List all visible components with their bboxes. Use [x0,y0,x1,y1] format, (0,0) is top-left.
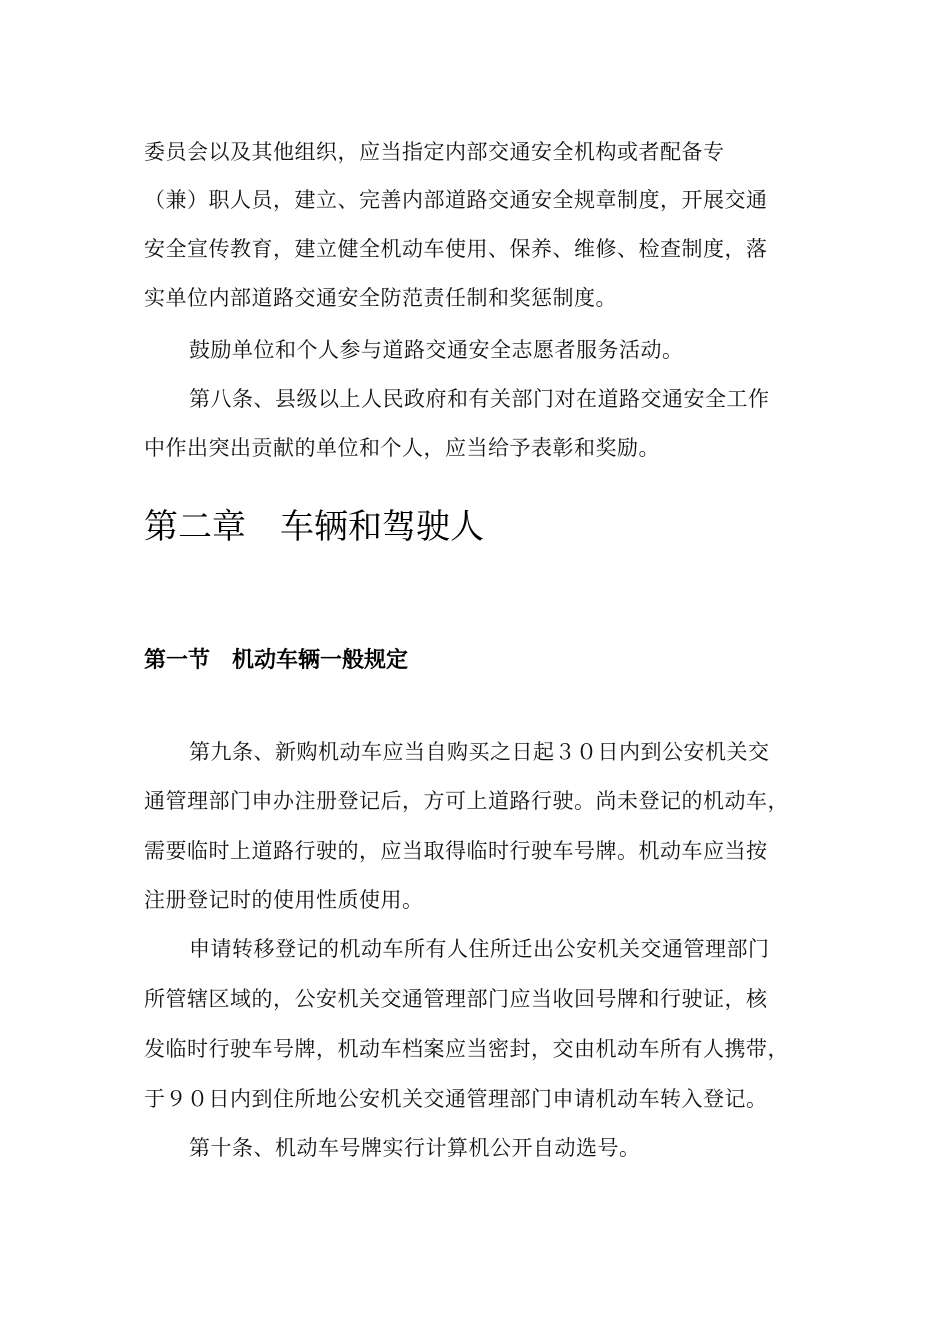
paragraph-line: 委员会以及其他组织，应当指定内部交通安全机构或者配备专 [144,140,725,164]
article-9-line: 通管理部门申办注册登记后，方可上道路行驶。尚未登记的机动车， [144,789,789,813]
article-9-line: 需要临时上道路行驶的，应当取得临时行驶车号牌。机动车应当按 [144,839,768,863]
article-9-line: 注册登记时的使用性质使用。 [144,888,424,912]
article-8-line: 第八条、县级以上人民政府和有关部门对在道路交通安全工作 [189,387,770,411]
transfer-paragraph-line: 申请转移登记的机动车所有人住所迁出公安机关交通管理部门 [189,937,770,961]
transfer-paragraph-line: 所管辖区域的，公安机关交通管理部门应当收回号牌和行驶证，核 [144,987,768,1011]
paragraph-line: 实单位内部道路交通安全防范责任制和奖惩制度。 [144,286,617,310]
paragraph-encourage: 鼓励单位和个人参与道路交通安全志愿者服务活动。 [189,338,684,362]
chapter-title: 第二章 车辆和驾驶人 [144,507,484,547]
article-9-line: 第九条、新购机动车应当自购买之日起３０日内到公安机关交 [189,740,770,764]
article-10: 第十条、机动车号牌实行计算机公开自动选号。 [189,1136,641,1160]
article-8-line: 中作出突出贡献的单位和个人，应当给予表彰和奖励。 [144,436,660,460]
transfer-paragraph-line: 发临时行驶车号牌，机动车档案应当密封，交由机动车所有人携带， [144,1037,789,1061]
paragraph-line: （兼）职人员，建立、完善内部道路交通安全规章制度，开展交通 [144,188,768,212]
transfer-paragraph-line: 于９０日内到住所地公安机关交通管理部门申请机动车转入登记。 [144,1087,768,1111]
section-title: 第一节 机动车辆一般规定 [144,648,409,673]
paragraph-line: 安全宣传教育，建立健全机动车使用、保养、维修、检查制度，落 [144,237,768,261]
